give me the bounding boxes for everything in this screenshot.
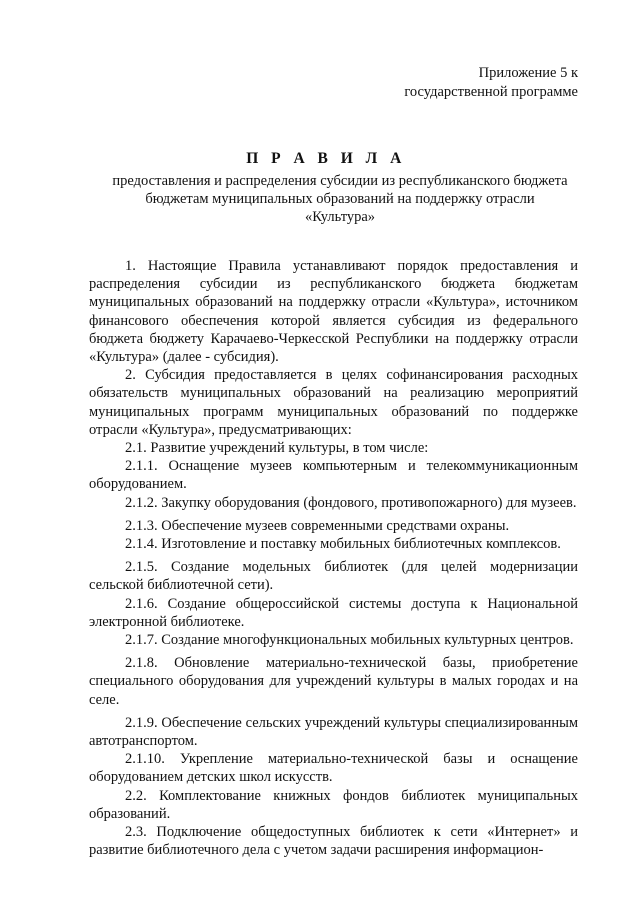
- annex-line-2: государственной программе: [404, 84, 578, 100]
- annex-line-1: Приложение 5 к: [478, 65, 578, 81]
- paragraph-1: 1. Настоящие Правила устанавливают порядок предоставления и распределения субсидии из республиканского бюджета бюджетам муниципальных образований на поддержку отрасли «Культура», источником финансового обеспечения которой является субсидия из федерального бюджета бюджету Карачаево-Черкесской Республики на поддержку отрасли «Культура» (далее - субсидия).: [89, 258, 578, 366]
- paragraph-2-1-10: 2.1.10. Укрепление материально-технической базы и оснащение оборудованием детских школ искусств.: [89, 751, 578, 786]
- paragraph-2-3: 2.3. Подключение общедоступных библиотек к сети «Интернет» и развитие библиотечного дела с учетом задачи расширения информацион-: [89, 824, 578, 859]
- paragraph-2-2: 2.2. Комплектование книжных фондов библиотек муниципальных образований.: [89, 787, 578, 822]
- paragraph-2: 2. Субсидия предоставляется в целях софинансирования расходных обязательств муниципальных образований на реализацию мероприятий муниципальных программ муниципальных образований по поддержке отрасли «Культура», предусматривающих:: [89, 367, 578, 438]
- subtitle-line-3: «Культура»: [304, 209, 376, 225]
- subtitle-line-1: предоставления и распределения субсидии из республиканского бюджета: [112, 173, 568, 189]
- paragraph-2-1: 2.1. Развитие учреждений культуры, в том числе:: [125, 440, 429, 457]
- subtitle-line-2: бюджетам муниципальных образований на поддержку отрасли: [145, 191, 535, 207]
- paragraph-2-1-4: 2.1.4. Изготовление и поставку мобильных библиотечных комплексов.: [125, 536, 561, 553]
- document-subtitle: [100, 172, 580, 226]
- paragraph-2-1-7: 2.1.7. Создание многофункциональных мобильных культурных центров.: [125, 632, 574, 649]
- annex-note: [404, 64, 578, 102]
- document-body: [89, 257, 578, 860]
- paragraph-2-1-9: 2.1.9. Обеспечение сельских учреждений культуры специализированным автотранспортом.: [89, 714, 578, 750]
- paragraph-2-1-8: 2.1.8. Обновление материально-технической базы, приобретение специального оборудования для учреждений культуры в малых городах и на селе.: [89, 655, 578, 708]
- paragraph-2-1-2: 2.1.2. Закупку оборудования (фондового, противопожарного) для музеев.: [125, 494, 577, 511]
- paragraph-2-1-5: 2.1.5. Создание модельных библиотек (для целей модернизации сельской библиотечной сети).: [89, 559, 578, 594]
- paragraph-2-1-3: 2.1.3. Обеспечение музеев современными средствами охраны.: [125, 517, 510, 534]
- paragraph-2-1-6: 2.1.6. Создание общероссийской системы доступа к Национальной электронной библиотеке.: [89, 595, 578, 630]
- paragraph-2-1-1: 2.1.1. Оснащение музеев компьютерным и телекоммуникационным оборудованием.: [89, 458, 578, 493]
- document-title: П Р А В И Л А: [246, 150, 406, 167]
